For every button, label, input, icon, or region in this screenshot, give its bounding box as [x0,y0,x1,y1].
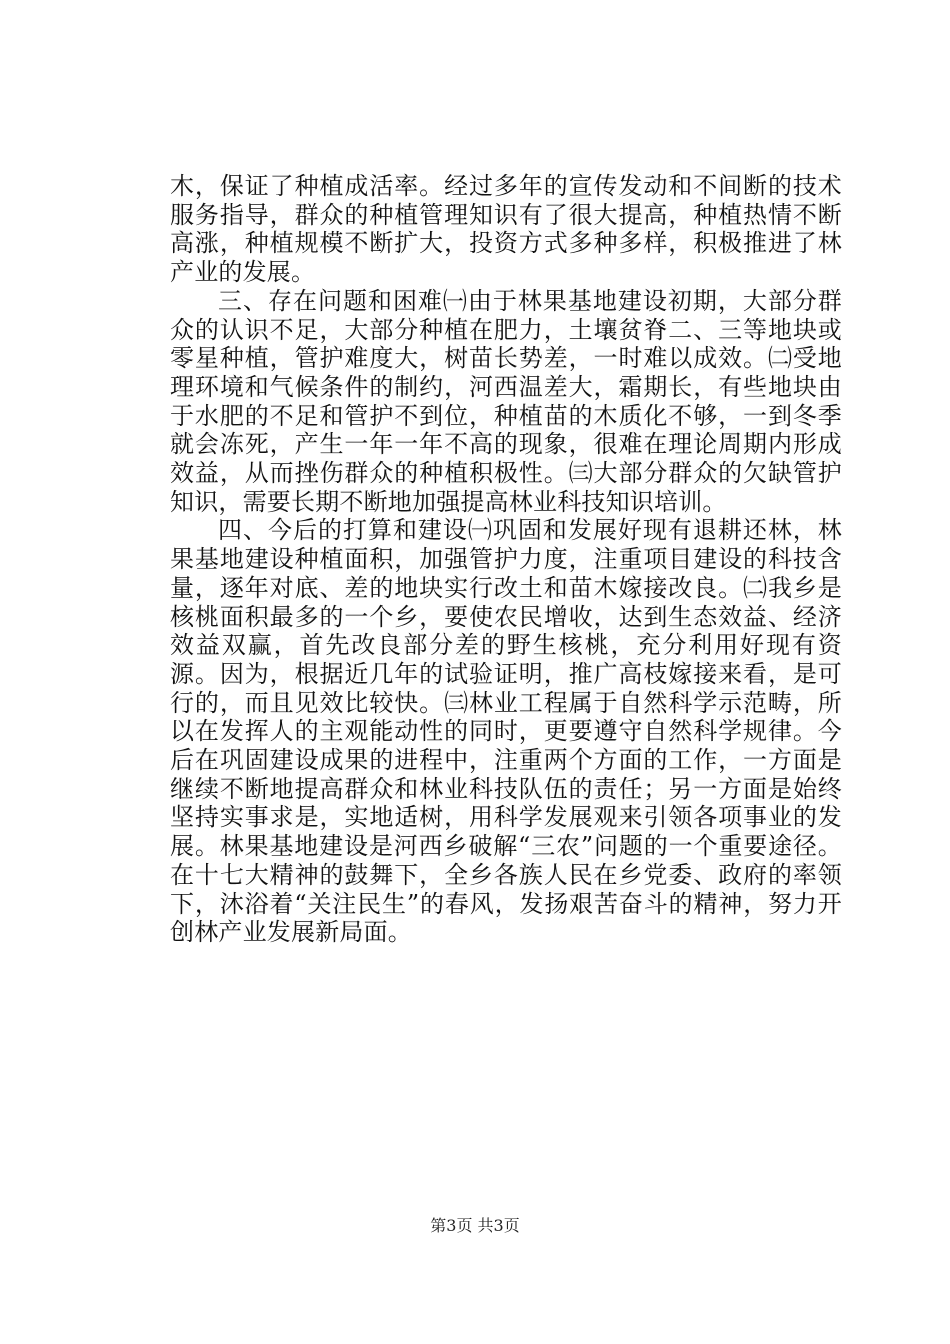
paragraph-plans: 四、今后的打算和建设㈠巩固和发展好现有退耕还林，林果基地建设种植面积，加强管护力度，注重项目建设的科技含量，逐年对底、差的地块实行改土和苗木嫁接改良。㈡我乡是核桃面积最多的一个乡，要使农民增收，达到生态效益、经济效益双赢，首先改良部分差的野生核桃，充分利用好现有资源。因为，根据近几年的试验证明，推广高枝嫁接来看，是可行的，而且见效比较快。㈢林业工程属于自然科学示范畴，所以在发挥人的主观能动性的同时，更要遵守自然科学规律。今后在巩固建设成果的进程中，注重两个方面的工作，一方面是继续不断地提高群众和林业科技队伍的责任；另一方面是始终坚持实事求是，实地适树，用科学发展观来引领各项事业的发展。林果基地建设是河西乡破解“三农”问题的一个重要途径。在十七大精神的鼓舞下，全乡各族人民在乡党委、政府的率领下，沐浴着“关注民生”的春风，发扬艰苦奋斗的精神，努力开创林产业发展新局面。 [170,516,842,947]
paragraph-continuation: 木，保证了种植成活率。经过多年的宣传发动和不间断的技术服务指导，群众的种植管理知识有了很大提高，种植热情不断高涨，种植规模不断扩大，投资方式多种多样，积极推进了林产业的发展。 [170,172,842,287]
page-number-footer: 第3页 共3页 [430,1216,520,1235]
paragraph-problems: 三、存在问题和困难㈠由于林果基地建设初期，大部分群众的认识不足，大部分种植在肥力，土壤贫脊二、三等地块或零星种植，管护难度大，树苗长势差，一时难以成效。㈡受地理环境和气候条件的制约，河西温差大，霜期长，有些地块由于水肥的不足和管护不到位，种植苗的木质化不够，一到冬季就会冻死，产生一年一年不高的现象，很难在理论周期内形成效益，从而挫伤群众的种植积极性。㈢大部分群众的欠缺管护知识，需要长期不断地加强提高林业科技知识培训。 [170,286,842,516]
document-body [170,172,842,947]
